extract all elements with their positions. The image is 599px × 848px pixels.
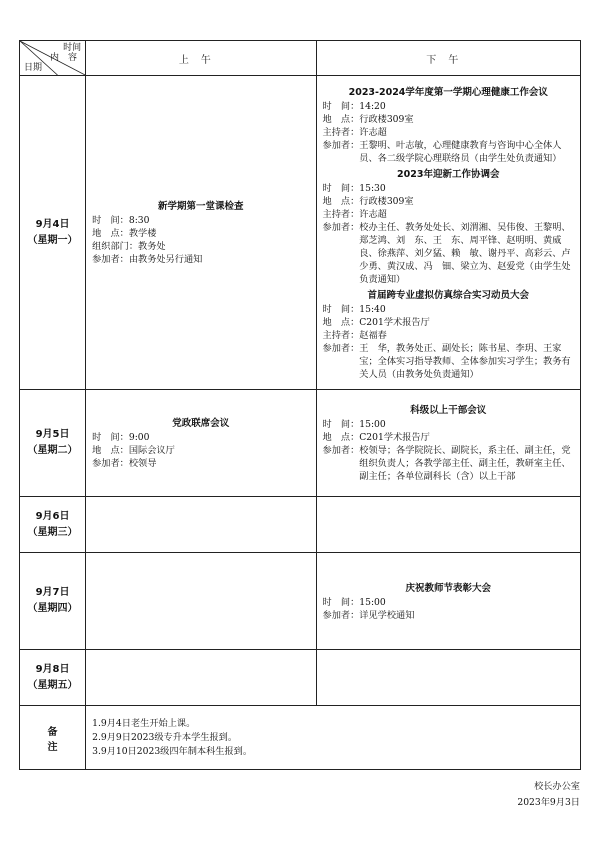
detail-key: 组织部门： xyxy=(92,241,139,252)
detail-key: 参加者： xyxy=(92,458,129,469)
date-text: 9月7日 xyxy=(35,587,70,598)
meeting-detail-line xyxy=(323,208,574,221)
notes-row xyxy=(20,706,581,770)
detail-value: 教务处 xyxy=(138,241,166,252)
header-date-label: 日期 xyxy=(24,63,43,73)
afternoon-cell xyxy=(316,390,580,497)
detail-value: 9:00 xyxy=(128,432,150,443)
meeting-detail-line xyxy=(323,113,574,126)
detail-key: 参加者： xyxy=(322,445,360,456)
weekday-text: （星期二） xyxy=(27,445,78,456)
footer-date: 2023年9月3日 xyxy=(517,797,580,808)
meeting-detail-line xyxy=(92,227,309,240)
day-row xyxy=(20,650,581,706)
detail-key: 参加者： xyxy=(322,609,360,621)
meeting-entry xyxy=(323,167,574,286)
detail-value: 国际会议厅 xyxy=(128,445,175,456)
detail-value: 15:30 xyxy=(359,182,386,194)
meeting-detail-line xyxy=(92,253,309,266)
day-row xyxy=(20,390,581,497)
meeting-detail-line xyxy=(92,214,309,227)
meeting-detail-line xyxy=(92,431,309,444)
meeting-title: 庆祝教师节表彰大会 xyxy=(405,582,492,594)
detail-value: C201学术报告厅 xyxy=(359,316,430,328)
day-row xyxy=(20,553,581,650)
morning-cell xyxy=(86,497,316,553)
morning-cell xyxy=(86,390,316,497)
meeting-detail-line xyxy=(323,221,574,286)
meeting-detail-line xyxy=(323,100,574,113)
detail-key: 主持者： xyxy=(322,126,360,138)
afternoon-cell xyxy=(316,497,580,553)
header-time-label: 时间 xyxy=(63,43,82,53)
meeting-detail-line xyxy=(323,444,574,483)
meeting-detail-line xyxy=(323,609,574,622)
detail-value: C201学术报告厅 xyxy=(359,432,430,443)
afternoon-cell xyxy=(316,76,580,390)
weekday-text: （星期五） xyxy=(27,679,78,691)
meeting-title: 2023-2024学年度第一学期心理健康工作会议 xyxy=(348,86,548,98)
meeting-detail-line xyxy=(323,182,574,195)
header-row xyxy=(20,41,581,76)
date-text: 9月5日 xyxy=(35,429,70,440)
meeting-detail-line xyxy=(323,139,574,165)
detail-value: 行政楼309室 xyxy=(359,113,414,125)
detail-value: 校办主任、教务处处长、刘渭湘、吴伟俊、王黎明、郑芝鸿、刘 东、王 东、周平锋、赵明明、黄威良、徐燕萍、刘夕猛、赖 敏、谢丹平、高彩云、卢少勇、黄汉成、冯 钿、梁立为、赵爱党（由学生处负责通知） xyxy=(359,221,571,285)
weekday-text: （星期四） xyxy=(27,603,78,614)
detail-value: 王 华，教务处正、副处长；陈书星、李玥、王家宝；全体实习指导教师、全体参加实习学生；教务有关人员（由教务处负责通知） xyxy=(359,342,571,380)
detail-key: 地 点： xyxy=(322,113,360,125)
day-row xyxy=(20,76,581,390)
detail-value: 详见学校通知 xyxy=(359,609,415,621)
meeting-detail-line xyxy=(323,596,574,609)
notes-cell xyxy=(86,706,581,770)
meeting-entry xyxy=(92,416,309,470)
detail-key: 主持者： xyxy=(322,329,360,341)
morning-cell xyxy=(86,650,316,706)
meeting-title: 2023年迎新工作协调会 xyxy=(397,168,500,180)
detail-key: 时 间： xyxy=(322,303,360,315)
meeting-title: 首届跨专业虚拟仿真综合实习动员大会 xyxy=(367,289,530,301)
meeting-detail-line xyxy=(323,303,574,316)
detail-key: 参加者： xyxy=(322,221,360,233)
meeting-detail-line xyxy=(323,316,574,329)
detail-key: 时 间： xyxy=(322,419,360,430)
detail-key: 主持者： xyxy=(322,208,360,220)
column-header-pm: 下午 xyxy=(316,41,580,76)
header-content-label: 内 容 xyxy=(50,53,78,63)
detail-value: 由教务处另行通知 xyxy=(128,254,203,265)
detail-value: 许志超 xyxy=(359,208,387,220)
day-row xyxy=(20,497,581,553)
afternoon-cell xyxy=(316,650,580,706)
detail-value: 14:20 xyxy=(359,100,386,112)
detail-value: 赵福春 xyxy=(359,329,387,341)
detail-key: 时 间： xyxy=(322,100,360,112)
detail-key: 时 间： xyxy=(322,596,360,608)
detail-key: 参加者： xyxy=(322,342,360,354)
detail-value: 15:00 xyxy=(359,419,386,430)
meeting-detail-line xyxy=(323,342,574,381)
meeting-detail-line xyxy=(323,431,574,444)
weekly-schedule-table xyxy=(19,40,581,770)
detail-key: 时 间： xyxy=(92,432,129,443)
date-cell xyxy=(20,650,86,706)
note-item: 1.9月4日老生开始上课。 xyxy=(92,717,196,729)
detail-key: 地 点： xyxy=(322,316,360,328)
detail-key: 地 点： xyxy=(92,228,129,239)
date-text: 9月4日 xyxy=(35,218,70,230)
detail-value: 许志超 xyxy=(359,126,387,138)
morning-cell xyxy=(86,553,316,650)
detail-value: 行政楼309室 xyxy=(359,195,414,207)
meeting-entry xyxy=(323,288,574,381)
date-cell xyxy=(20,553,86,650)
meeting-title: 党政联席会议 xyxy=(172,418,230,429)
detail-key: 地 点： xyxy=(322,195,360,207)
meeting-detail-line xyxy=(92,444,309,457)
column-header-am: 上午 xyxy=(86,41,316,76)
meeting-entry xyxy=(92,199,309,266)
detail-value: 校领导 xyxy=(128,458,157,469)
detail-key: 参加者： xyxy=(92,254,129,265)
morning-cell xyxy=(86,76,316,390)
detail-key: 地 点： xyxy=(92,445,129,456)
detail-key: 参加者： xyxy=(322,139,360,151)
schedule-rows xyxy=(20,76,581,706)
note-item: 2.9月9日2023级专升本学生报到。 xyxy=(92,731,238,743)
detail-key: 时 间： xyxy=(322,182,360,194)
date-text: 9月6日 xyxy=(35,510,70,522)
diagonal-header-cell xyxy=(20,41,86,76)
date-cell xyxy=(20,390,86,497)
meeting-detail-line xyxy=(323,418,574,431)
meeting-detail-line xyxy=(92,240,309,253)
footer-office: 校长办公室 xyxy=(534,781,580,792)
detail-value: 15:40 xyxy=(359,303,386,315)
notes-label: 备注 xyxy=(20,706,86,770)
date-text: 9月8日 xyxy=(35,663,70,675)
meeting-detail-line xyxy=(323,329,574,342)
date-cell xyxy=(20,76,86,390)
detail-key: 地 点： xyxy=(322,432,360,443)
meeting-title: 科级以上干部会议 xyxy=(410,405,487,416)
detail-value: 王黎明、叶志敏，心理健康教育与咨询中心全体人员、各二级学院心理联络员（由学生处负责通知） xyxy=(359,139,562,164)
meeting-entry xyxy=(323,581,574,622)
meeting-detail-line xyxy=(323,195,574,208)
meeting-title: 新学期第一堂课检查 xyxy=(158,201,244,212)
detail-value: 8:30 xyxy=(128,215,150,226)
date-cell xyxy=(20,497,86,553)
meeting-entry xyxy=(323,403,574,483)
detail-key: 时 间： xyxy=(92,215,129,226)
detail-value: 教学楼 xyxy=(128,228,157,239)
meeting-entry xyxy=(323,85,574,165)
weekday-text: （星期三） xyxy=(27,526,78,538)
weekday-text: （星期一） xyxy=(27,234,78,246)
meeting-detail-line xyxy=(92,457,309,470)
afternoon-cell xyxy=(316,553,580,650)
detail-value: 15:00 xyxy=(359,596,386,608)
note-item: 3.9月10日2023级四年制本科生报到。 xyxy=(92,745,253,757)
detail-value: 校领导；各学院院长、副院长，系主任、副主任，党组织负责人；各教学部主任、副主任，教研室主任、副主任；各单位副科长（含）以上干部 xyxy=(359,445,571,482)
meeting-detail-line xyxy=(323,126,574,139)
